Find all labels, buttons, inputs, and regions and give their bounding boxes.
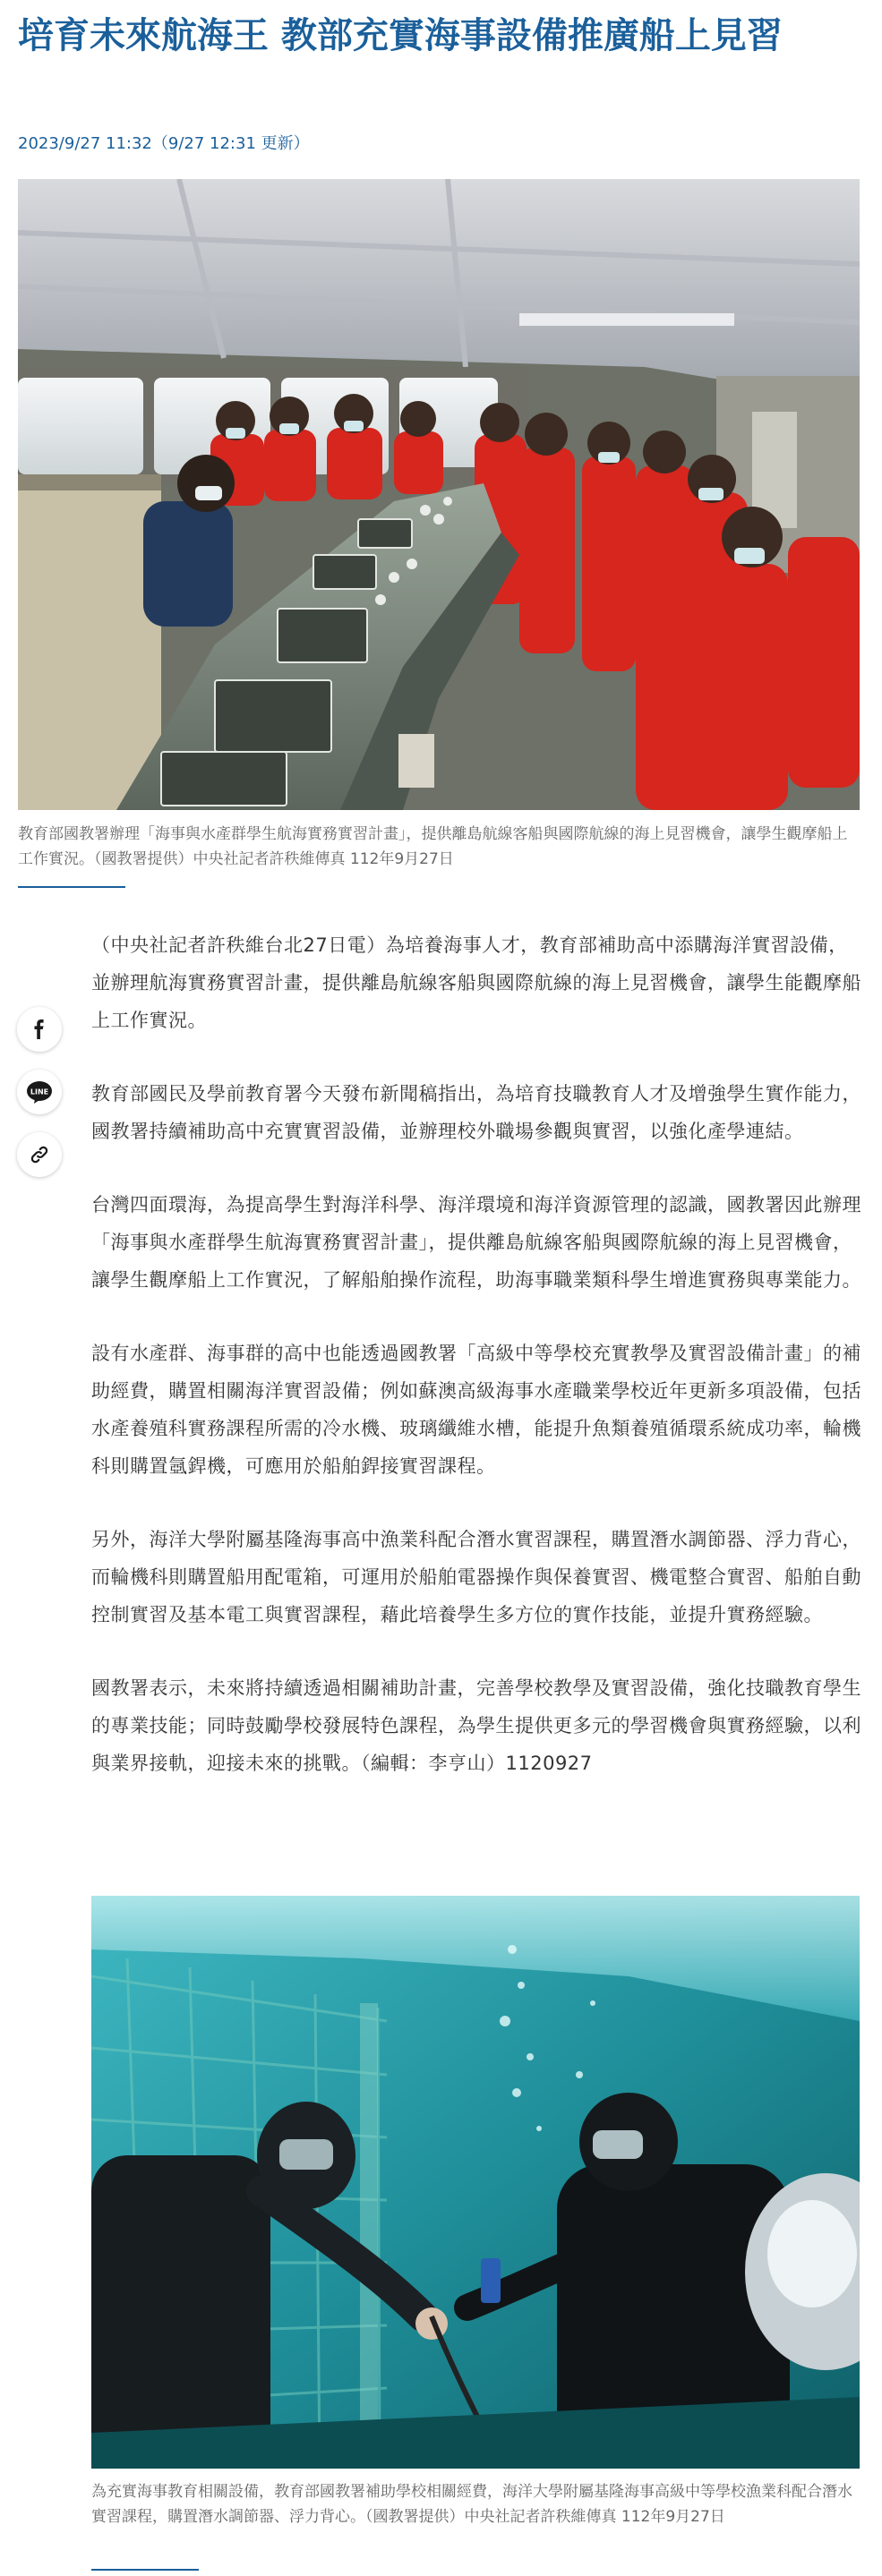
caption-underline — [18, 886, 125, 888]
article-paragraph: （中央社記者許秩維台北27日電）為培養海事人才，教育部補助高中添購海洋實習設備，並辦理航海實務實習計畫，提供離島航線客船與國際航線的海上見習機會，讓學生能觀摩船上工作實況。 — [91, 934, 861, 1031]
article-body — [91, 926, 861, 1818]
facebook-icon — [30, 1019, 49, 1039]
photo2-caption: 為充實海事教育相關設備，教育部國教署補助學校相關經費，海洋大學附屬基隆海事高級中等學校漁業科配合潛水實習課程，購置潛水調節器、浮力背心。（國教署提供）中央社記者許秩維傳真 112年9月27日 — [91, 2483, 852, 2526]
line-share-button[interactable] — [17, 1070, 62, 1114]
article-photo-diving[interactable] — [91, 1896, 860, 2469]
copy-link-button[interactable] — [17, 1132, 62, 1177]
page-title: 培育未來航海王 教部充實海事設備推廣船上見習 — [18, 15, 783, 56]
article-paragraph: 設有水產群、海事群的高中也能透過國教署「高級中等學校充實教學及實習設備計畫」的補助經費，購置相關海洋實習設備；例如蘇澳高級海事水產職業學校近年更新多項設備，包括水產養殖科實務課程所需的冷水機、玻璃纖維水槽，能提升魚類養殖循環系統成功率，輪機科則購置氬銲機，可應用於船舶銲接實習課程。 — [91, 1343, 861, 1477]
publish-timestamp: 2023/9/27 11:32（9/27 12:31 更新） — [18, 134, 310, 153]
photo1-caption: 教育部國教署辦理「海事與水產群學生航海實務實習計畫」，提供離島航線客船與國際航線的海上見習機會，讓學生觀摩船上工作實況。（國教署提供）中央社記者許秩維傳真 112年9月27日 — [18, 825, 848, 868]
line-icon-text: LINE — [30, 1088, 49, 1096]
article-paragraph: 另外，海洋大學附屬基隆海事高中漁業科配合潛水實習課程，購置潛水調節器、浮力背心，而輪機科則購置船用配電箱，可運用於船舶電器操作與保養實習、機電整合實習、船舶自動控制實習及基本電工與實習課程，藉此培養學生多方位的實作技能，並提升實務經驗。 — [91, 1529, 861, 1625]
ship-bridge-illustration — [18, 179, 860, 810]
diving-illustration — [91, 1896, 860, 2469]
caption-underline — [91, 2569, 199, 2571]
article-paragraph: 國教署表示，未來將持續透過相關補助計畫，完善學校教學及實習設備，強化技職教育學生的專業技能；同時鼓勵學校發展特色課程，為學生提供更多元的學習機會與實務經驗，以利與業界接軌，迎接未來的挑戰。（編輯：李亨山）1120927 — [91, 1677, 861, 1774]
article-paragraph: 台灣四面環海，為提高學生對海洋科學、海洋環境和海洋資源管理的認識，國教署因此辦理「海事與水產群學生航海實務實習計畫」，提供離島航線客船與國際航線的海上見習機會，讓學生觀摩船上工作實況，了解船舶操作流程，助海事職業類科學生增進實務與專業能力。 — [91, 1194, 861, 1291]
article-photo-ship-bridge[interactable] — [18, 179, 860, 810]
copy-link-icon — [30, 1145, 49, 1164]
line-icon — [26, 1080, 53, 1104]
article-paragraph: 教育部國民及學前教育署今天發布新聞稿指出，為培育技職教育人才及增強學生實作能力，國教署持續補助高中充實實習設備，並辦理校外職場參觀與實習，以強化產學連結。 — [91, 1083, 861, 1142]
facebook-share-button[interactable] — [17, 1007, 62, 1052]
